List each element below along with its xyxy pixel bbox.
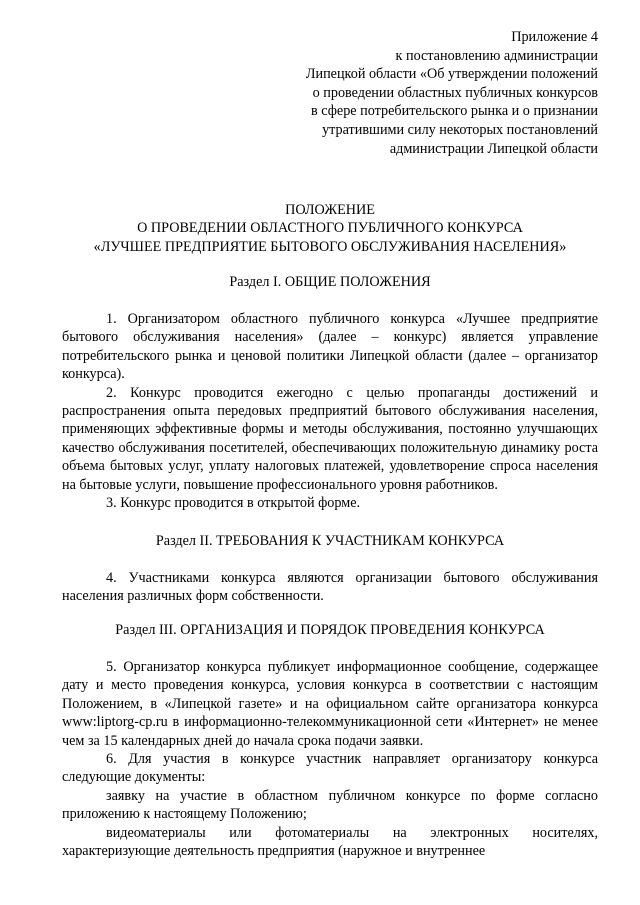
paragraph-5: 5. Организатор конкурса публикует информационное сообщение, содержащее дату и место проведения конкурса, условия конкурса в соответствии с настоящим Положением, в «Липецкой газете» и на официальном сайте организатора конкурса www:liptorg-cp.ru в информационно-телекоммуникационной сети «Интернет» не менее чем за 15 календарных дней до начала срока подачи заявки. [62,659,598,749]
appendix-line: Приложение 4 [511,29,598,45]
paragraph-4: 4. Участниками конкурса являются организации бытового обслуживания населения различных форм собственности. [62,570,598,605]
paragraph-3: 3. Конкурс проводится в открытой форме. [106,495,361,512]
paragraph-2: 2. Конкурс проводится ежегодно с целью пропаганды достижений и распространения опыта передовых предприятий бытового обслуживания населения, применяющих эффективные формы и методы обслуживания, постоянно улучшающих качество обслуживания посетителей, обеспечивающих положительную динамику роста объема бытовых услуг, уплату налоговых платежей, удовлетворение спроса населения на бытовые услуги, повышение профессионального уровня работников. [62,384,598,493]
title-line-1: ПОЛОЖЕНИЕ [285,202,375,218]
section-2-body [62,569,598,606]
appendix-line: Липецкой области «Об утверждении положений [305,66,598,83]
section-3-heading: Раздел III. ОРГАНИЗАЦИЯ И ПОРЯДОК ПРОВЕДЕНИЯ КОНКУРСА [115,622,545,638]
section-1-body [62,310,598,512]
title-line-3: «ЛУЧШЕЕ ПРЕДПРИЯТИЕ БЫТОВОГО ОБСЛУЖИВАНИЯ НАСЕЛЕНИЯ» [93,238,567,255]
paragraph-1: 1. Организатором областного публичного конкурса «Лучшее предприятие бытового обслуживания населения» (далее – конкурс) является управление потребительского рынка и ценовой политики Липецкой области (далее – организатор конкурса). [62,311,598,383]
section-2-heading: Раздел II. ТРЕБОВАНИЯ К УЧАСТНИКАМ КОНКУРСА [155,533,505,549]
appendix-line: к постановлению администрации [395,47,598,64]
appendix-line: утратившими силу некоторых постановлений [322,121,598,138]
section-1-heading: Раздел I. ОБЩИЕ ПОЛОЖЕНИЯ [229,274,431,290]
appendix-line: о проведении областных публичных конкурсов [312,84,598,101]
title-line-2: О ПРОВЕДЕНИИ ОБЛАСТНОГО ПУБЛИЧНОГО КОНКУРСА [137,220,523,237]
appendix-line: в сфере потребительского рынка и о признании [310,103,598,120]
section-3-body [62,658,598,860]
appendix-header [238,28,598,158]
paragraph-6: 6. Для участия в конкурсе участник направляет организатору конкурса следующие документы: [62,751,598,786]
document-title [62,201,598,256]
paragraph-7: заявку на участие в областном публичном конкурсе по форме согласно приложению к настоящему Положению; [62,787,598,823]
paragraph-8: видеоматериалы или фотоматериалы на электронных носителях, характеризующие деятельность предприятия (наружное и внутреннее [62,824,598,860]
appendix-line: администрации Липецкой области [389,140,598,157]
